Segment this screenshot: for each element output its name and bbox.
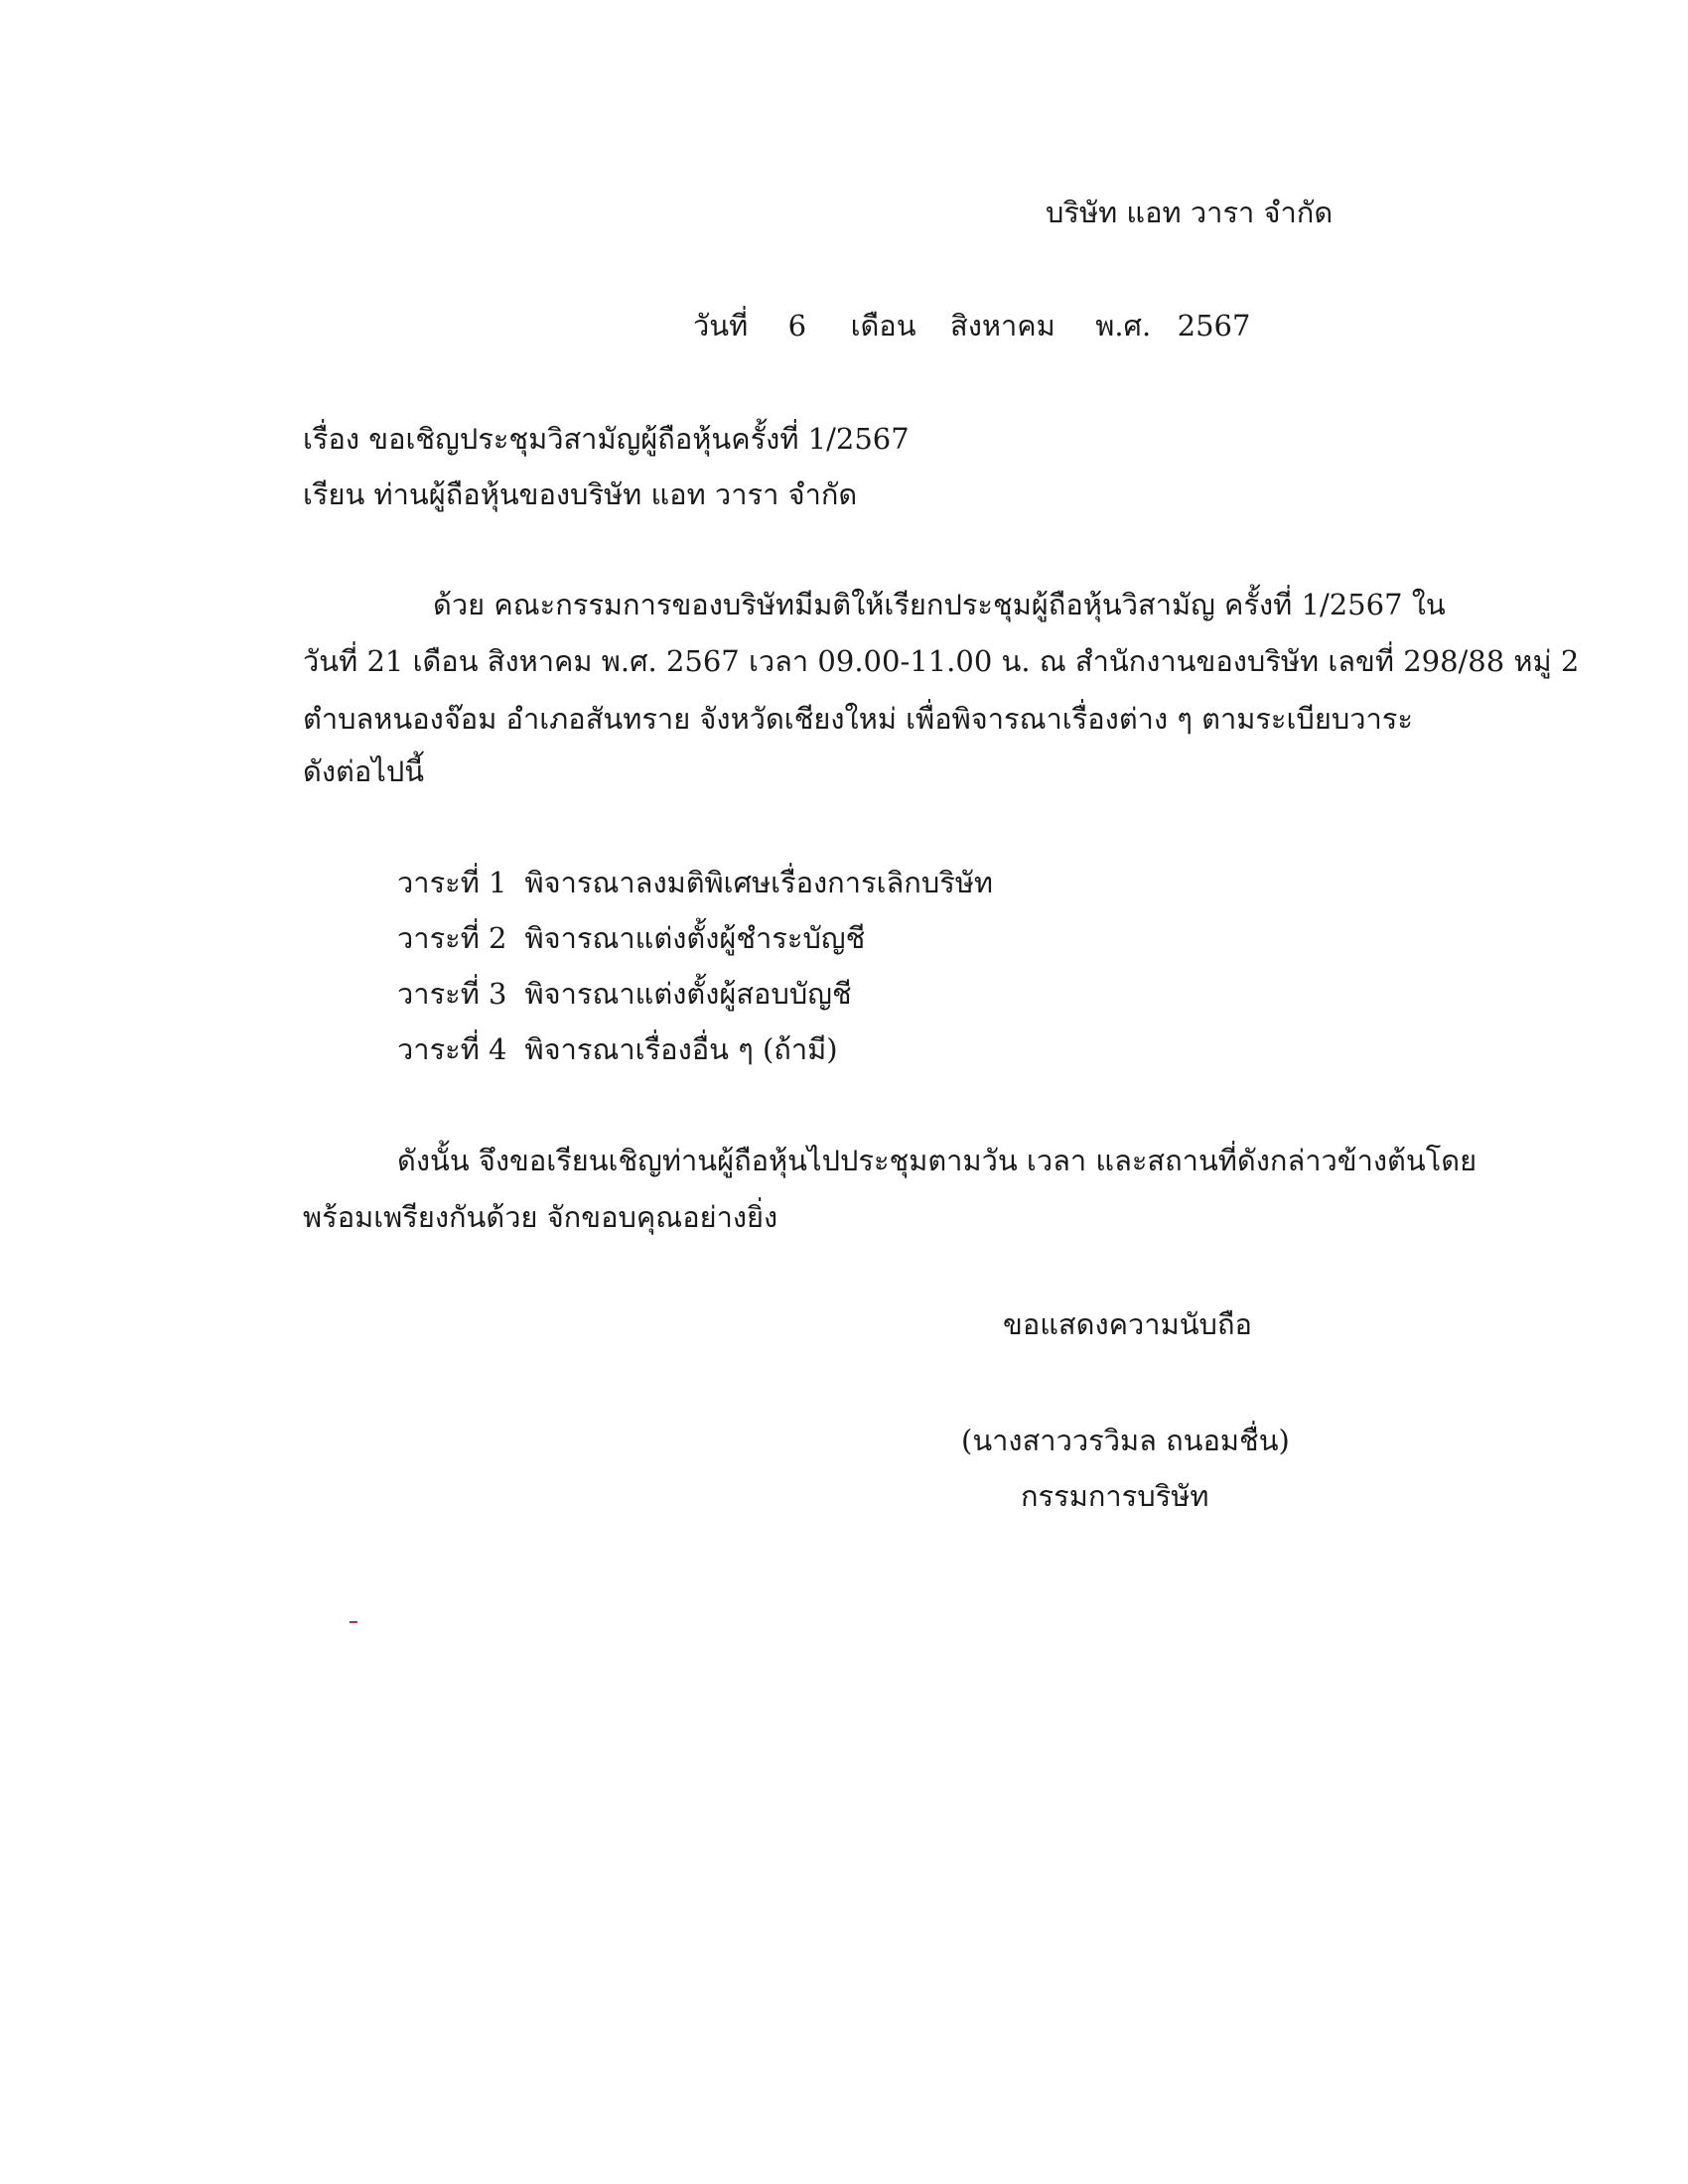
date-day-label: วันที่ [693,309,749,342]
agenda-item-text: พิจารณาแต่งตั้งผู้ชำระบัญชี [524,921,866,955]
agenda-item-text: พิจารณาลงมติพิเศษเรื่องการเลิกบริษัท [524,866,994,899]
date-day: 6 [787,309,807,342]
date-line [693,309,1251,342]
paragraph1-line-4: ดังต่อไปนี้ [303,754,425,788]
date-month-label: เดือน [850,309,916,342]
signer-name: (นางสาววรวิมล ถนอมชื่น) [961,1424,1290,1457]
agenda-item [397,977,852,1011]
signer-title: กรรมการบริษัท [1021,1479,1209,1513]
date-year: 2567 [1177,309,1251,342]
agenda-item [397,866,994,899]
date-year-label: พ.ศ. [1095,309,1152,342]
subject-line: เรื่อง ขอเชิญประชุมวิสามัญผู้ถือหุ้นครั้งที่ 1/2567 [303,422,910,456]
paragraph1-line-2: วันที่ 21 เดือน สิงหาคม พ.ศ. 2567 เวลา 09.00-11.00 น. ณ สำนักงานของบริษัท เลขที่ 298/88 หมู่ 2 [303,644,1580,678]
paragraph1-line-3: ตำบลหนองจ๊อม อำเภอสันทราย จังหวัดเชียงใหม่ เพื่อพิจารณาเรื่องต่าง ๆ ตามระเบียบวาระ [303,702,1413,736]
agenda-item-label: วาระที่ 1 [397,866,507,899]
agenda-item-label: วาระที่ 2 [397,921,507,955]
agenda-item [397,1032,838,1066]
recipient-line: เรียน ท่านผู้ถือหุ้นของบริษัท แอท วารา จำกัด [303,478,858,511]
company-name: บริษัท แอท วารา จำกัด [1046,196,1334,229]
paragraph1-line-1: ด้วย คณะกรรมการของบริษัทมีมติให้เรียกประชุมผู้ถือหุ้นวิสามัญ ครั้งที่ 1/2567 ใน [433,588,1446,621]
paragraph2-line-2: พร้อมเพรียงกันด้วย จักขอบคุณอย่างยิ่ง [303,1200,778,1234]
closing-salutation: ขอแสดงความนับถือ [1003,1307,1252,1341]
agenda-item-text: พิจารณาแต่งตั้งผู้สอบบัญชี [524,977,852,1011]
agenda-item [397,921,866,955]
paragraph2-line-1: ดังนั้น จึงขอเรียนเชิญท่านผู้ถือหุ้นไปประชุมตามวัน เวลา และสถานที่ดังกล่าวข้างต้นโดย [397,1144,1477,1177]
agenda-item-label: วาระที่ 3 [397,977,507,1011]
agenda-item-text: พิจารณาเรื่องอื่น ๆ (ถ้ามี) [524,1032,838,1066]
date-month: สิงหาคม [950,309,1055,342]
agenda-item-label: วาระที่ 4 [397,1032,507,1066]
red-mark [350,1621,357,1623]
